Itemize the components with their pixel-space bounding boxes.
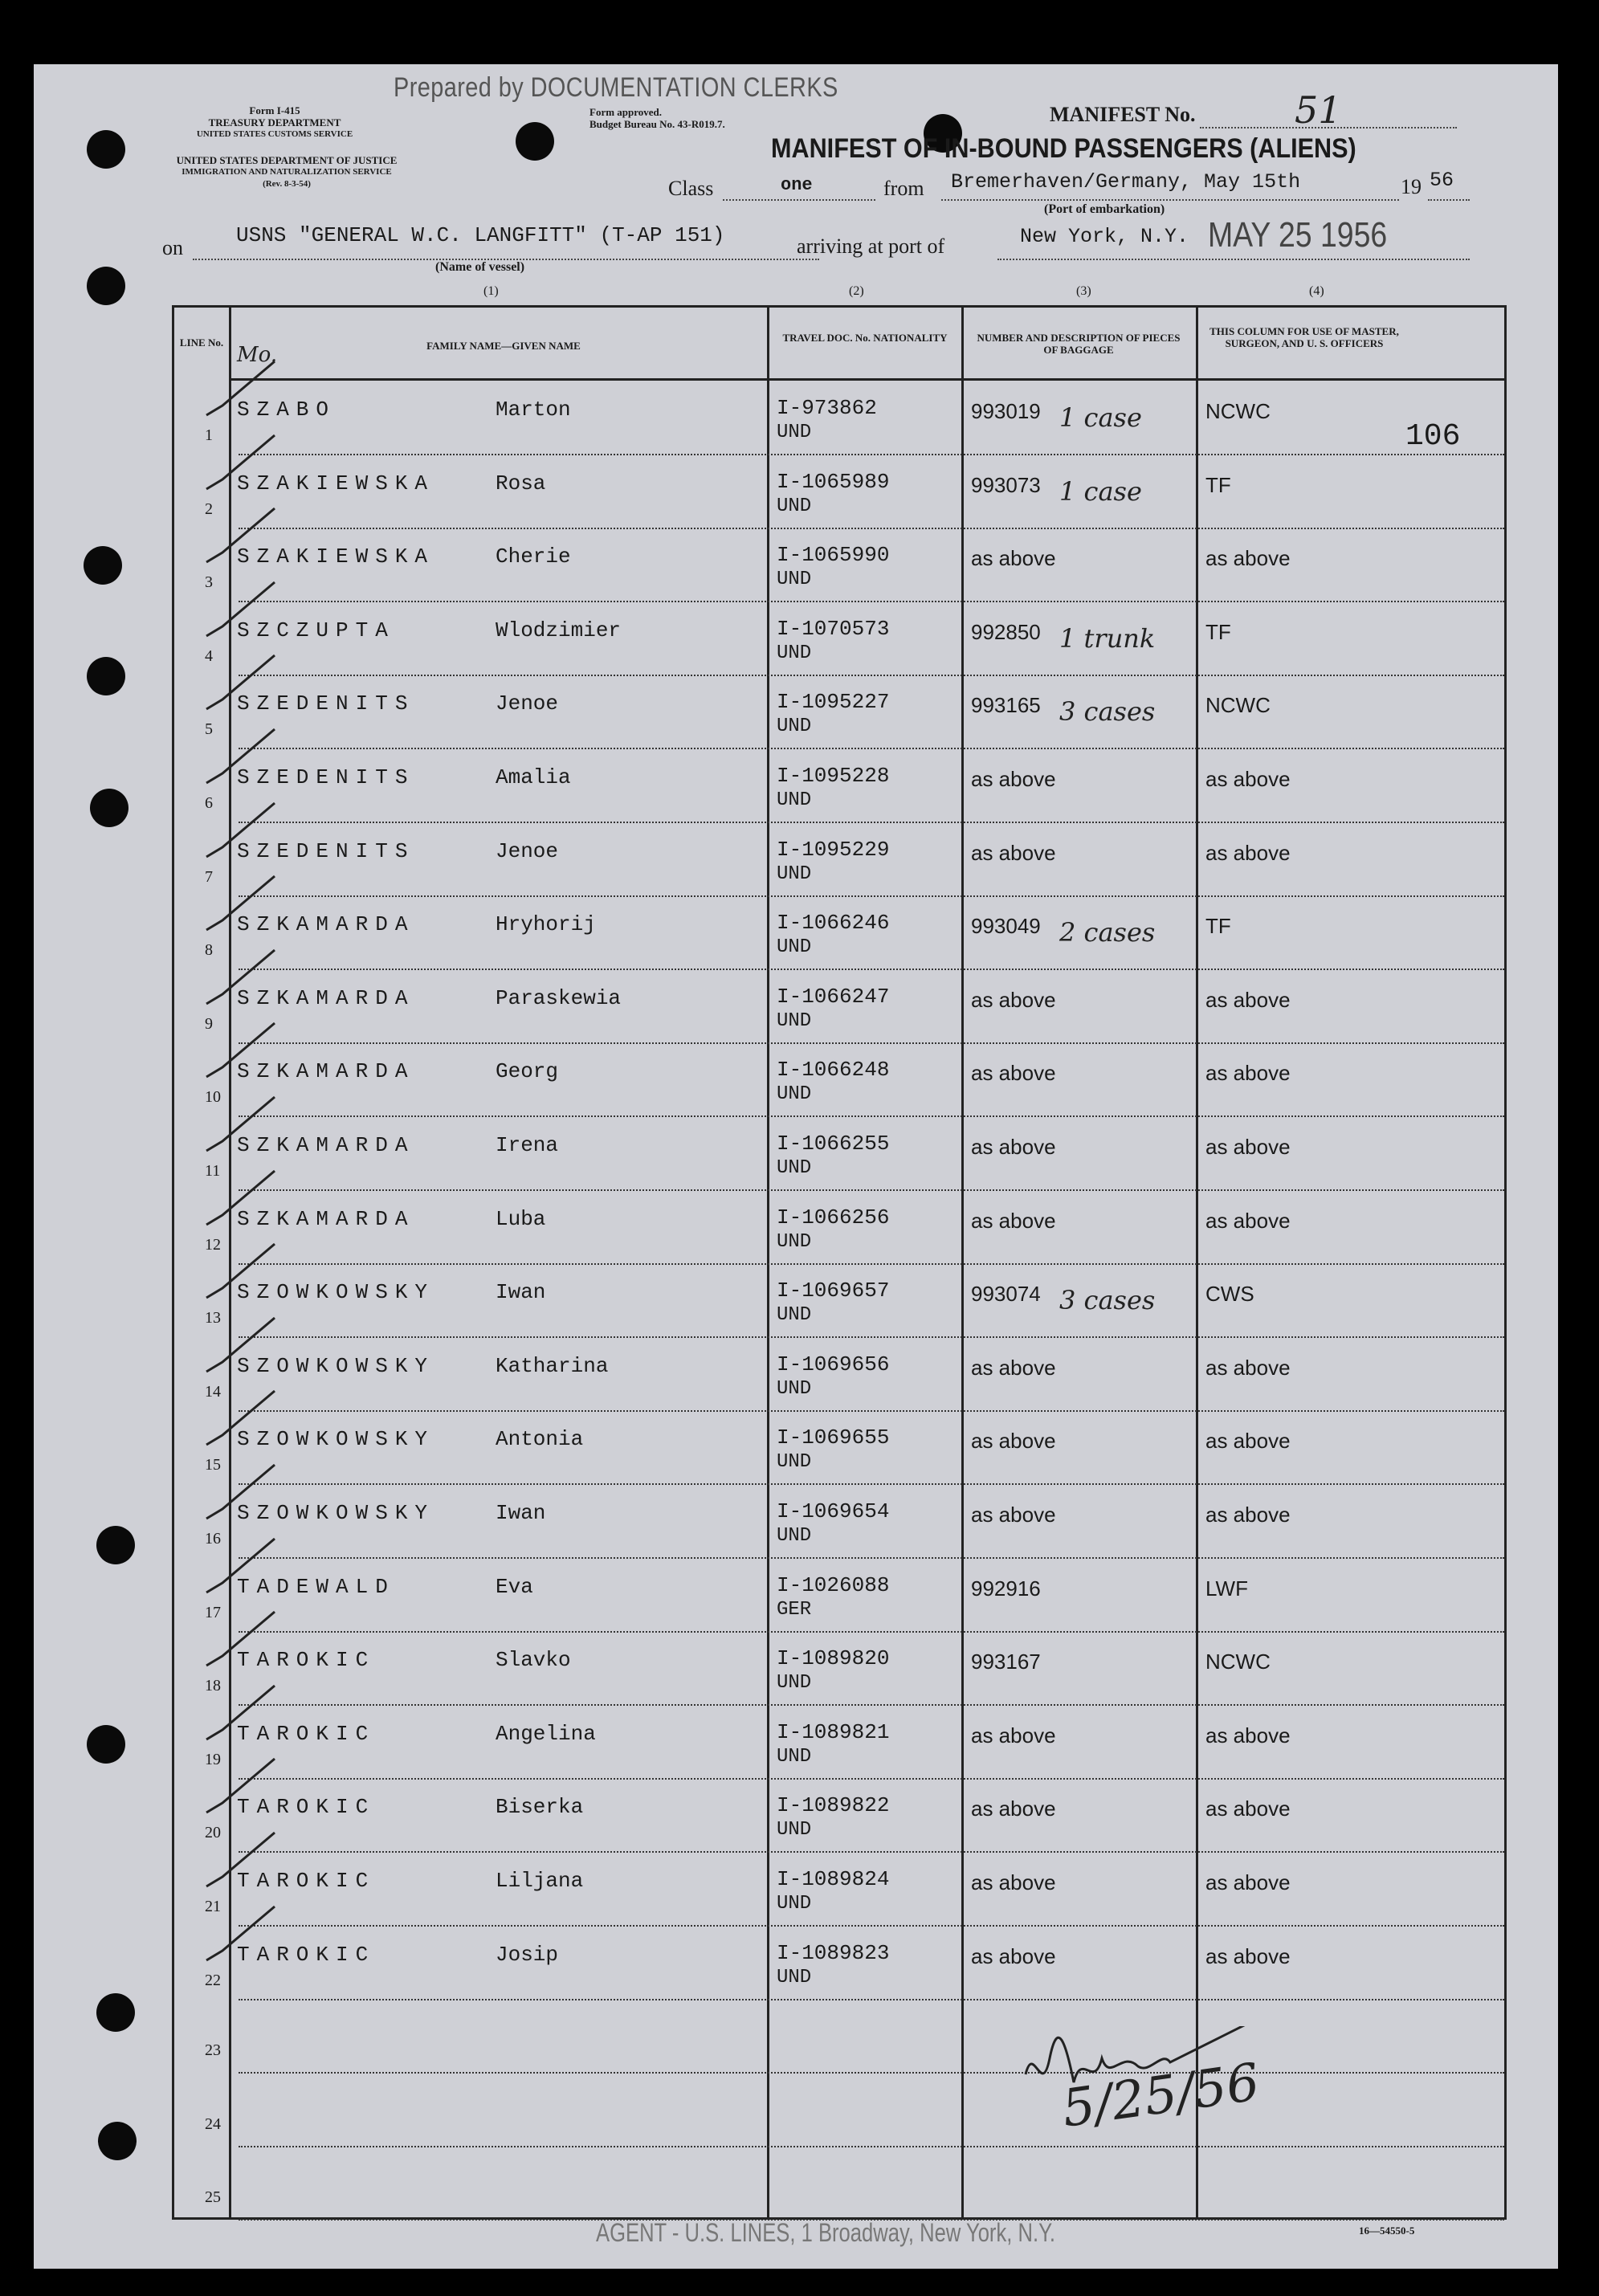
table-row	[174, 1485, 1504, 1559]
family-name: SZOWKOWSKY	[237, 1427, 435, 1452]
table-row	[174, 528, 1504, 602]
family-name: SZEDENITS	[237, 838, 415, 863]
travel-doc-number: I-1089823	[777, 1940, 890, 1965]
table-row	[174, 1117, 1504, 1191]
header-line-no: LINE No.	[179, 336, 224, 349]
given-name: Katharina	[496, 1353, 609, 1378]
line-number: 3	[205, 573, 213, 592]
table-row	[174, 896, 1504, 970]
officer-column: as above	[1205, 1208, 1291, 1233]
punch-hole	[87, 657, 125, 695]
port-embark-caption: (Port of embarkation)	[1044, 202, 1165, 216]
port-of-embarkation: Bremerhaven/Germany, May 15th	[951, 170, 1301, 194]
officer-column: as above	[1205, 1723, 1291, 1747]
family-name: SZKAMARDA	[237, 1206, 415, 1231]
travel-doc-number: I-1066256	[777, 1205, 890, 1230]
baggage-handwritten-note: 3 cases	[1059, 696, 1156, 728]
line-number: 21	[205, 1898, 221, 1915]
given-name: Luba	[496, 1206, 546, 1231]
officer-column: as above	[1205, 767, 1291, 791]
family-name: SZAKIEWSKA	[237, 544, 435, 569]
officer-column: LWF	[1205, 1576, 1248, 1601]
given-name: Marton	[496, 398, 571, 422]
baggage-handwritten-note: 3 cases	[1059, 1285, 1156, 1316]
punch-hole	[98, 2122, 137, 2160]
travel-doc-number: I-1089820	[777, 1646, 890, 1671]
line-number: 24	[205, 2115, 221, 2133]
line-number: 20	[205, 1824, 221, 1842]
officer-column: as above	[1205, 1870, 1291, 1894]
officer-column: as above	[1205, 1943, 1291, 1968]
family-name: SZEDENITS	[237, 765, 415, 789]
family-name: TADEWALD	[237, 1574, 395, 1599]
family-name: SZKAMARDA	[237, 912, 415, 937]
punch-hole	[516, 122, 554, 161]
officer-column: TF	[1205, 914, 1231, 939]
header-baggage: NUMBER AND DESCRIPTION OF PIECES OF BAGGAGE	[977, 332, 1181, 356]
line-number: 9	[205, 1014, 213, 1033]
baggage-description: as above	[971, 1135, 1056, 1159]
given-name: Amalia	[496, 765, 571, 789]
baggage-description: as above	[971, 1870, 1056, 1894]
given-name: Irena	[496, 1133, 559, 1157]
family-name: SZOWKOWSKY	[237, 1353, 435, 1378]
baggage-description: as above	[971, 1061, 1056, 1086]
officer-column: as above	[1205, 987, 1291, 1012]
officer-column: as above	[1205, 1796, 1291, 1821]
nationality: UND	[777, 1745, 812, 1768]
given-name: Cherie	[496, 544, 571, 569]
line-number: 2	[205, 500, 213, 518]
baggage-description: 992850	[971, 619, 1041, 644]
line-number: 7	[205, 867, 213, 886]
line-number: 23	[205, 2041, 221, 2060]
table-row	[174, 1853, 1504, 1927]
baggage-description: 993019	[971, 399, 1041, 423]
arrival-date-stamp: MAY 25 1956	[1208, 215, 1388, 255]
nationality: UND	[777, 789, 812, 811]
punch-hole	[96, 1993, 135, 2032]
class-label: Class	[668, 177, 714, 200]
arrival-port: New York, N.Y.	[1020, 225, 1189, 248]
baggage-description: as above	[971, 1503, 1056, 1527]
line-number: 12	[205, 1235, 221, 1254]
nationality: UND	[777, 1083, 812, 1106]
manifest-title: MANIFEST OF IN-BOUND PASSENGERS (ALIENS)	[771, 133, 1356, 164]
line-number: 6	[205, 794, 213, 812]
given-name: Hryhorij	[496, 912, 596, 937]
table-row	[174, 1338, 1504, 1412]
header-travel-doc: TRAVEL DOC. No. NATIONALITY	[782, 332, 948, 344]
travel-doc-number: I-1065990	[777, 543, 890, 568]
passenger-table	[172, 305, 1507, 2220]
print-code: 16—54550-5	[1359, 2225, 1415, 2237]
punch-hole	[87, 130, 125, 169]
family-name: SZKAMARDA	[237, 1133, 415, 1157]
family-name: SZOWKOWSKY	[237, 1280, 435, 1305]
nationality: UND	[777, 1304, 812, 1327]
table-row	[174, 749, 1504, 823]
manifest-page	[34, 64, 1558, 2269]
header-mo: Mo.	[237, 343, 278, 367]
baggage-description: 992916	[971, 1576, 1041, 1601]
manifest-no-value: 51	[1295, 88, 1342, 132]
given-name: Paraskewia	[496, 985, 622, 1010]
vessel-name: USNS "GENERAL W.C. LANGFITT" (T-AP 151)	[236, 223, 725, 247]
travel-doc-number: I-1066246	[777, 911, 890, 936]
line-number: 19	[205, 1750, 221, 1768]
punch-hole	[87, 267, 125, 305]
given-name: Eva	[496, 1574, 533, 1599]
travel-doc-number: I-1066255	[777, 1132, 890, 1156]
nationality: UND	[777, 569, 812, 591]
baggage-description: 993165	[971, 693, 1041, 718]
baggage-description: as above	[971, 840, 1056, 865]
family-name: SZEDENITS	[237, 691, 415, 716]
given-name: Angelina	[496, 1721, 596, 1746]
travel-doc-number: I-1069654	[777, 1499, 890, 1523]
nationality: UND	[777, 1377, 812, 1400]
officer-column: as above	[1205, 1503, 1291, 1527]
nationality: UND	[777, 1525, 812, 1547]
table-row	[174, 1927, 1504, 2000]
officer-column: as above	[1205, 840, 1291, 865]
given-name: Josip	[496, 1942, 559, 1967]
family-name: SZKAMARDA	[237, 1059, 415, 1084]
nationality: UND	[777, 1819, 812, 1841]
officer-column: as above	[1205, 1429, 1291, 1454]
baggage-description: 993073	[971, 472, 1041, 497]
column-number-4: (4)	[1309, 284, 1324, 298]
line-number: 16	[205, 1530, 221, 1548]
family-name: SZOWKOWSKY	[237, 1501, 435, 1525]
header-name: FAMILY NAME—GIVEN NAME	[426, 340, 581, 352]
nationality: UND	[777, 936, 812, 959]
travel-doc-number: I-1089824	[777, 1867, 890, 1891]
baggage-description: as above	[971, 1429, 1056, 1454]
nationality: UND	[777, 642, 812, 664]
year-prefix: 19	[1401, 175, 1422, 198]
given-name: Jenoe	[496, 691, 559, 716]
given-name: Iwan	[496, 1501, 546, 1525]
baggage-handwritten-note: 2 cases	[1059, 917, 1156, 948]
column-number-2: (2)	[849, 284, 864, 298]
travel-doc-number: I-1089821	[777, 1719, 890, 1744]
baggage-handwritten-note: 1 case	[1059, 402, 1142, 433]
line-number: 13	[205, 1309, 221, 1327]
nationality: UND	[777, 1157, 812, 1179]
punch-hole	[90, 789, 128, 827]
given-name: Antonia	[496, 1427, 584, 1452]
travel-doc-number: I-1089822	[777, 1793, 890, 1818]
line-number: 4	[205, 646, 213, 665]
nationality: UND	[777, 1966, 812, 1988]
manifest-no-label: MANIFEST No.	[1050, 103, 1196, 126]
given-name: Iwan	[496, 1280, 546, 1305]
family-name: TAROKIC	[237, 1721, 376, 1746]
documentation-stamp: Prepared by DOCUMENTATION CLERKS	[394, 72, 838, 103]
baggage-description: as above	[971, 546, 1056, 571]
table-row	[174, 675, 1504, 749]
line-number: 14	[205, 1382, 221, 1401]
line-number: 22	[205, 1971, 221, 1989]
nationality: UND	[777, 1451, 812, 1474]
baggage-description: as above	[971, 1355, 1056, 1380]
line-number: 15	[205, 1456, 221, 1474]
given-name: Rosa	[496, 471, 546, 495]
family-name: TAROKIC	[237, 1795, 376, 1820]
line-number: 10	[205, 1088, 221, 1107]
table-row	[174, 1264, 1504, 1338]
nationality: UND	[777, 863, 812, 885]
line-number: 25	[205, 2188, 221, 2207]
table-row	[174, 1043, 1504, 1117]
travel-doc-number: I-1095228	[777, 764, 890, 788]
family-name: TAROKIC	[237, 1648, 376, 1673]
table-row	[174, 1779, 1504, 1853]
travel-doc-number: I-1095227	[777, 690, 890, 715]
baggage-description: as above	[971, 1796, 1056, 1821]
table-row	[174, 1191, 1504, 1265]
nationality: UND	[777, 1230, 812, 1253]
officer-column: TF	[1205, 472, 1231, 497]
family-name: TAROKIC	[237, 1869, 376, 1893]
baggage-description: as above	[971, 1723, 1056, 1747]
nationality: UND	[777, 716, 812, 738]
nationality: UND	[777, 1893, 812, 1915]
baggage-description: 993167	[971, 1650, 1041, 1674]
agent-footer: AGENT - U.S. LINES, 1 Broadway, New York, N.Y.	[596, 2218, 1055, 2247]
baggage-description: 993049	[971, 914, 1041, 939]
officer-column: TF	[1205, 619, 1231, 644]
line-number: 17	[205, 1603, 221, 1621]
table-row	[174, 1559, 1504, 1633]
travel-doc-number: I-1069657	[777, 1279, 890, 1303]
family-name: SZAKIEWSKA	[237, 471, 435, 495]
table-row	[174, 1411, 1504, 1485]
given-name: Georg	[496, 1059, 559, 1084]
family-name: TAROKIC	[237, 1942, 376, 1967]
vessel-caption: (Name of vessel)	[435, 260, 525, 274]
officer-column: as above	[1205, 546, 1291, 571]
baggage-handwritten-note: 1 trunk	[1059, 622, 1156, 654]
baggage-handwritten-note: 1 case	[1059, 475, 1142, 507]
travel-doc-number: I-973862	[777, 396, 877, 420]
column-number-3: (3)	[1076, 284, 1091, 298]
given-name: Slavko	[496, 1648, 571, 1673]
class-value: one	[781, 175, 813, 195]
officer-column: as above	[1205, 1355, 1291, 1380]
signature-date: 5/25/56	[1059, 2053, 1263, 2139]
family-name: SZABO	[237, 398, 337, 422]
nationality: UND	[777, 1672, 812, 1694]
baggage-description: as above	[971, 987, 1056, 1012]
form-approved: Form approved. Budget Bureau No. 43-R019.7.	[589, 106, 725, 130]
dept-of-justice: UNITED STATES DEPARTMENT OF JUSTICE IMMIGRATION AND NATURALIZATION SERVICE (Rev. 8-3-54)	[176, 154, 398, 189]
family-name: SZCZUPTA	[237, 618, 395, 642]
travel-doc-number: I-1026088	[777, 1572, 890, 1597]
baggage-description: as above	[971, 767, 1056, 791]
nationality: UND	[777, 495, 812, 517]
baggage-description: as above	[971, 1943, 1056, 1968]
travel-doc-number: I-1066247	[777, 984, 890, 1009]
travel-doc-number: I-1095229	[777, 837, 890, 862]
form-id: Form I-415 TREASURY DEPARTMENT UNITED STATES CUSTOMS SERVICE	[196, 104, 353, 139]
line-number: 8	[205, 941, 213, 960]
header-officers: THIS COLUMN FOR USE OF MASTER, SURGEON, AND U. S. OFFICERS	[1209, 325, 1399, 349]
officer-column: as above	[1205, 1135, 1291, 1159]
line-number: 5	[205, 720, 213, 739]
arriving-label: arriving at port of	[797, 234, 945, 258]
travel-doc-number: I-1070573	[777, 616, 890, 641]
on-label: on	[162, 236, 183, 259]
officer-column: NCWC	[1205, 1650, 1271, 1674]
punch-hole	[87, 1725, 125, 1764]
punch-hole	[96, 1526, 135, 1564]
officer-column: CWS	[1205, 1282, 1254, 1307]
baggage-description: as above	[971, 1208, 1056, 1233]
officer-column: NCWC	[1205, 399, 1271, 423]
line-number: 18	[205, 1677, 221, 1695]
nationality: GER	[777, 1598, 812, 1621]
from-label: from	[883, 177, 924, 200]
officer-column: NCWC	[1205, 693, 1271, 718]
page-number: 106	[1405, 419, 1461, 454]
travel-doc-number: I-1065989	[777, 469, 890, 494]
given-name: Liljana	[496, 1869, 584, 1893]
given-name: Jenoe	[496, 838, 559, 863]
punch-hole	[84, 546, 122, 585]
line-number: 11	[205, 1162, 221, 1180]
baggage-description: 993074	[971, 1282, 1041, 1307]
given-name: Biserka	[496, 1795, 584, 1820]
table-row	[174, 1706, 1504, 1780]
family-name: SZKAMARDA	[237, 985, 415, 1010]
year-value: 56	[1430, 169, 1454, 192]
given-name: Wlodzimier	[496, 618, 622, 642]
table-row	[174, 970, 1504, 1044]
table-row	[174, 455, 1504, 529]
travel-doc-number: I-1066248	[777, 1058, 890, 1083]
nationality: UND	[777, 422, 812, 443]
travel-doc-number: I-1069655	[777, 1425, 890, 1450]
table-row	[174, 602, 1504, 676]
table-row	[174, 381, 1504, 455]
officer-column: as above	[1205, 1061, 1291, 1086]
table-row	[174, 823, 1504, 897]
column-number-1: (1)	[483, 284, 499, 298]
line-number: 1	[205, 426, 213, 444]
table-row	[174, 1632, 1504, 1706]
nationality: UND	[777, 1009, 812, 1032]
travel-doc-number: I-1069656	[777, 1352, 890, 1376]
